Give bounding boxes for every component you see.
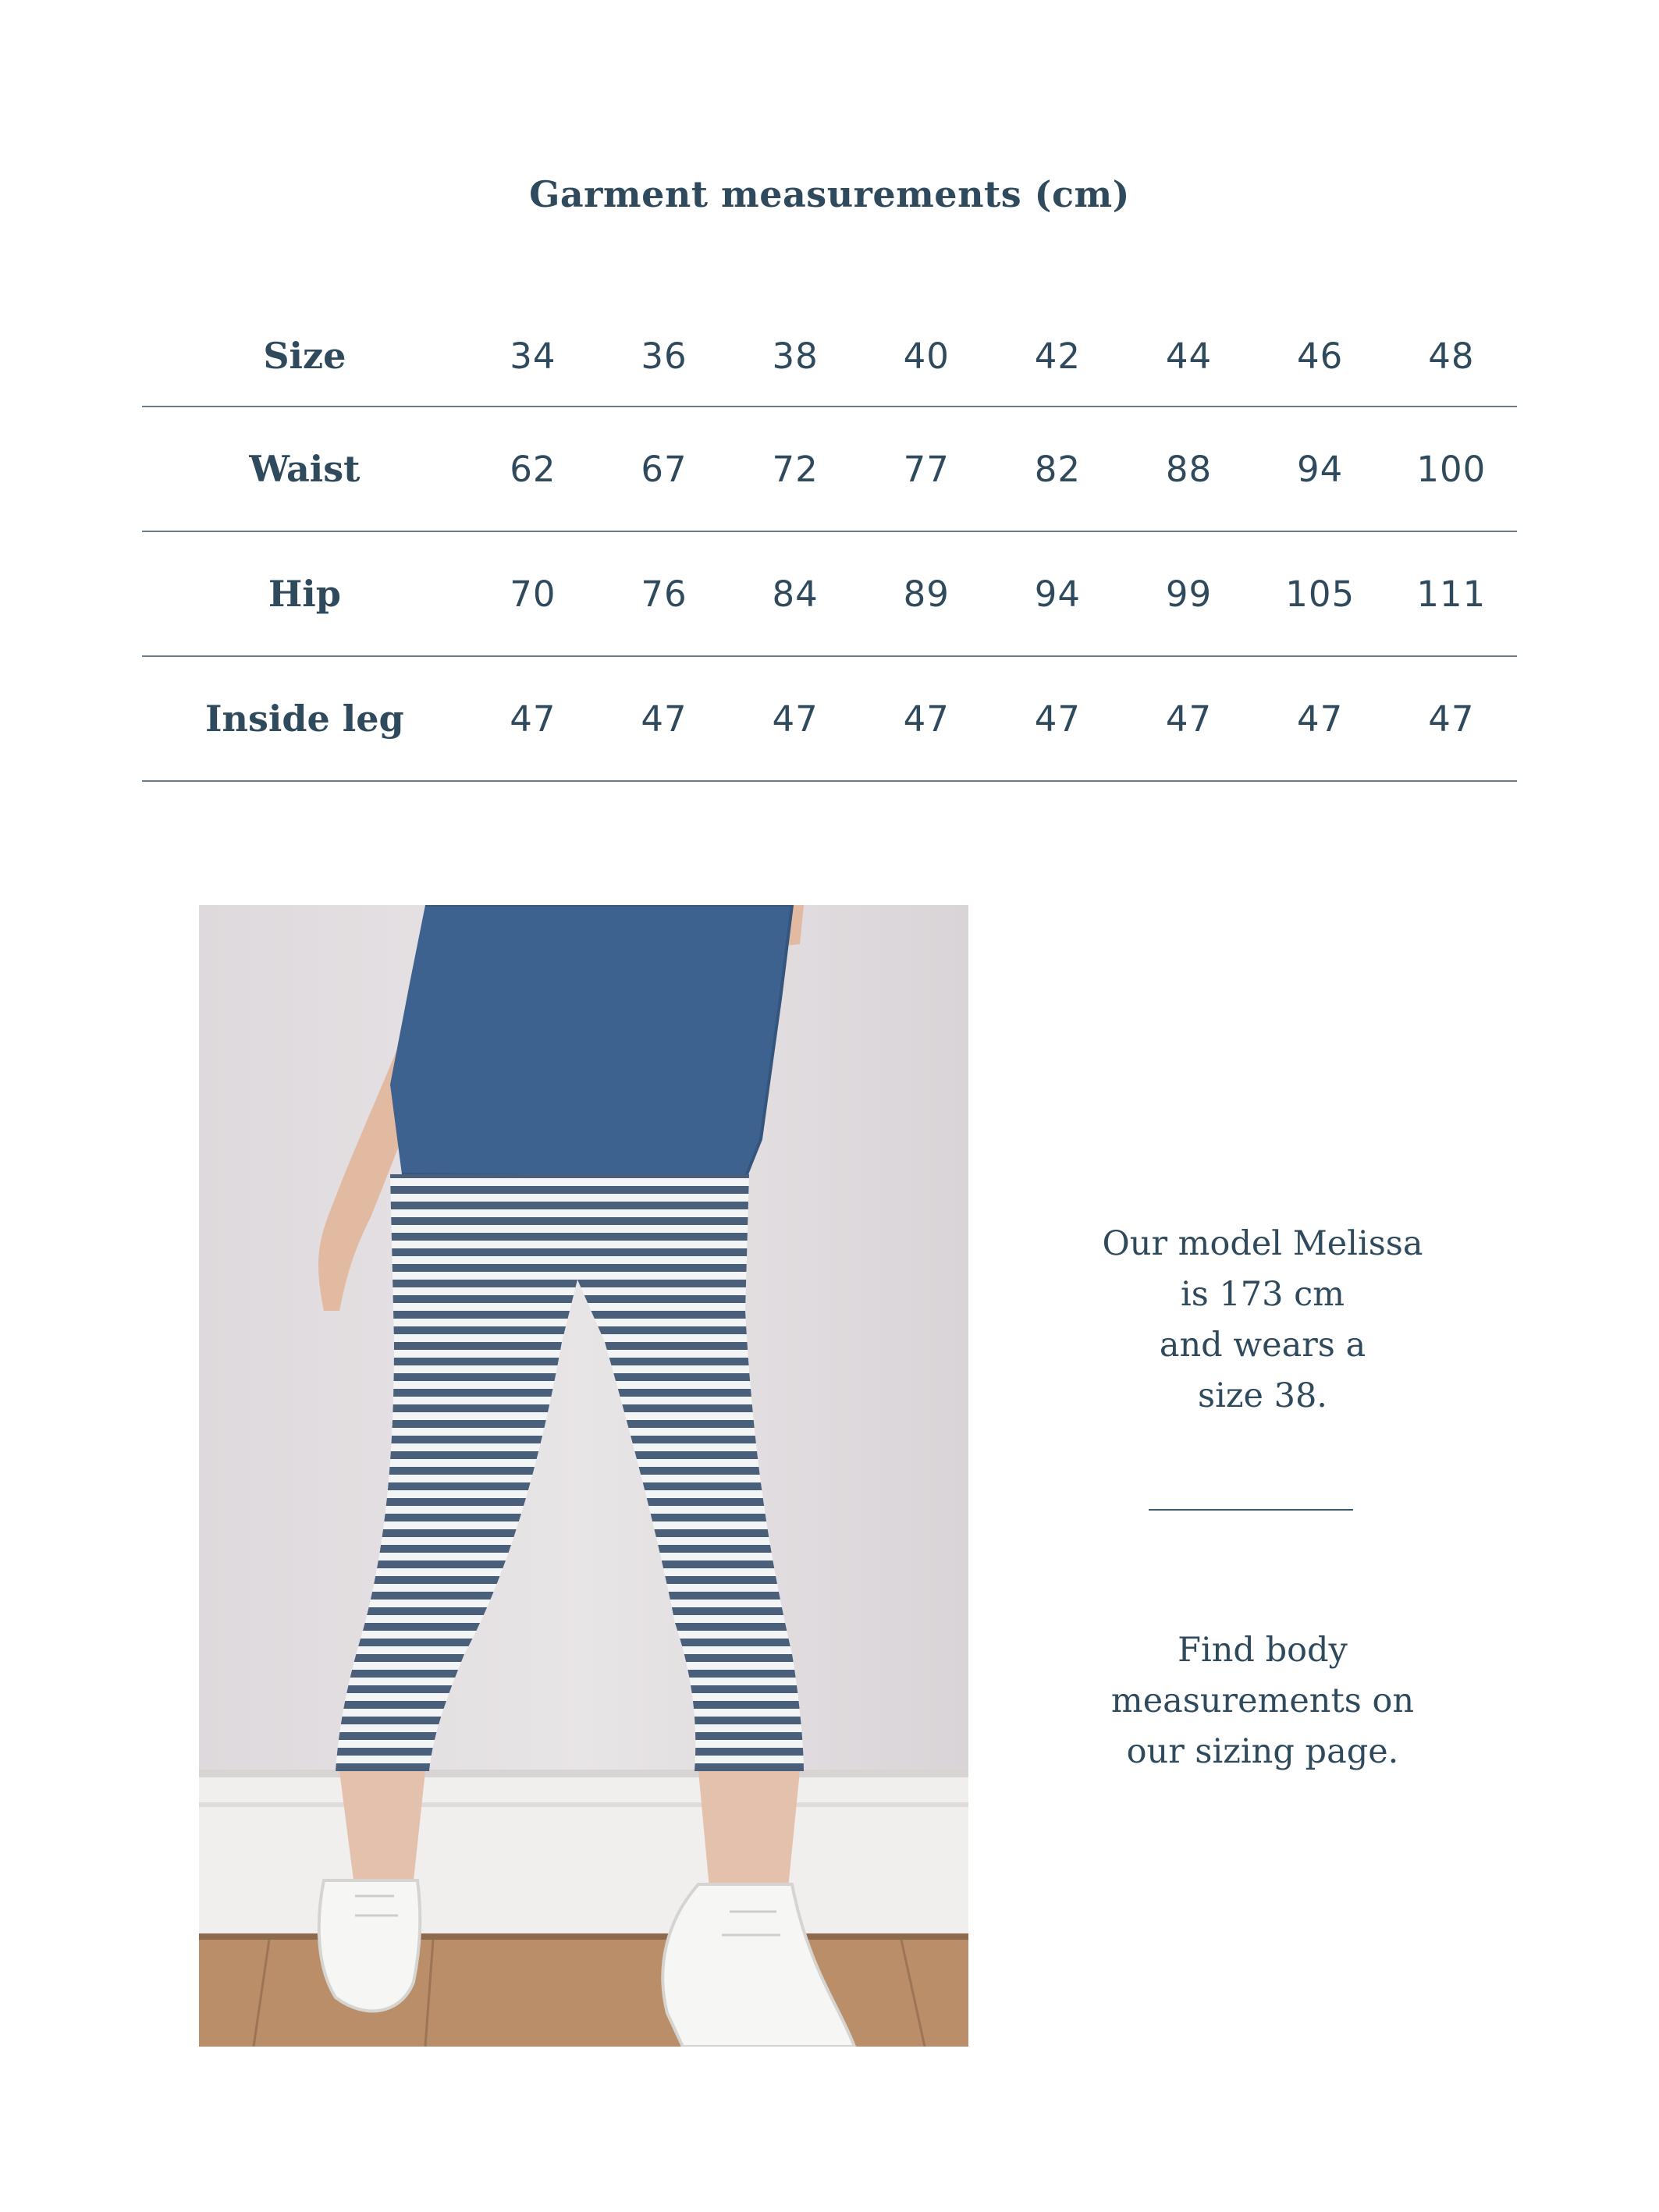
table-cell: 72 [772, 448, 819, 490]
size-value: 40 [903, 335, 950, 377]
table-cell: 47 [772, 698, 819, 740]
size-value: 38 [772, 335, 819, 377]
table-cell: 105 [1285, 573, 1355, 615]
table-cell: 70 [510, 573, 556, 615]
table-cell: 111 [1416, 573, 1487, 615]
table-cell: 76 [641, 573, 687, 615]
table-cell: 47 [641, 698, 687, 740]
row-label-size: Size [263, 335, 346, 377]
table-cell: 62 [510, 448, 556, 490]
measurements-table [142, 306, 1517, 782]
table-cell: 47 [1165, 698, 1213, 740]
sizing-page-line: measurements on [1110, 1681, 1415, 1720]
size-value: 42 [1034, 335, 1082, 377]
table-cell: 94 [1297, 448, 1344, 490]
model-info-line: is 173 cm [1180, 1275, 1345, 1314]
table-cell: 47 [903, 698, 950, 740]
row-label-waist: Waist [249, 448, 361, 490]
table-header-row [142, 306, 1517, 407]
table-cell: 47 [1428, 698, 1475, 740]
table-row-inside-leg [142, 656, 1517, 781]
table-cell: 89 [903, 573, 950, 615]
size-value: 46 [1297, 335, 1344, 377]
table-row-waist [142, 407, 1517, 531]
table-row-hip [142, 531, 1517, 656]
model-photo [199, 905, 968, 2047]
sizing-page-line: our sizing page. [1126, 1732, 1399, 1771]
model-info-text [1028, 1219, 1497, 1422]
sizing-page-text [1028, 1625, 1497, 1777]
table-cell: 47 [1034, 698, 1082, 740]
table-cell: 47 [510, 698, 556, 740]
row-label-inside-leg: Inside leg [205, 698, 404, 740]
divider [1149, 1509, 1353, 1511]
size-value: 44 [1165, 335, 1213, 377]
size-value: 48 [1428, 335, 1475, 377]
table-cell: 82 [1034, 448, 1082, 490]
size-value: 36 [641, 335, 687, 377]
table-cell: 84 [772, 573, 819, 615]
table-cell: 100 [1416, 448, 1487, 490]
row-label-hip: Hip [268, 573, 341, 615]
model-info-line: Our model Melissa [1102, 1224, 1423, 1263]
table-cell: 99 [1165, 573, 1213, 615]
table-cell: 47 [1297, 698, 1344, 740]
sizing-page-line: Find body [1178, 1631, 1348, 1670]
model-info-line: and wears a [1159, 1326, 1366, 1365]
table-cell: 94 [1034, 573, 1082, 615]
table-cell: 67 [641, 448, 687, 490]
size-value: 34 [510, 335, 556, 377]
table-cell: 88 [1165, 448, 1213, 490]
model-info-line: size 38. [1198, 1376, 1327, 1415]
page-title: Garment measurements (cm) [529, 173, 1130, 215]
table-cell: 77 [903, 448, 950, 490]
